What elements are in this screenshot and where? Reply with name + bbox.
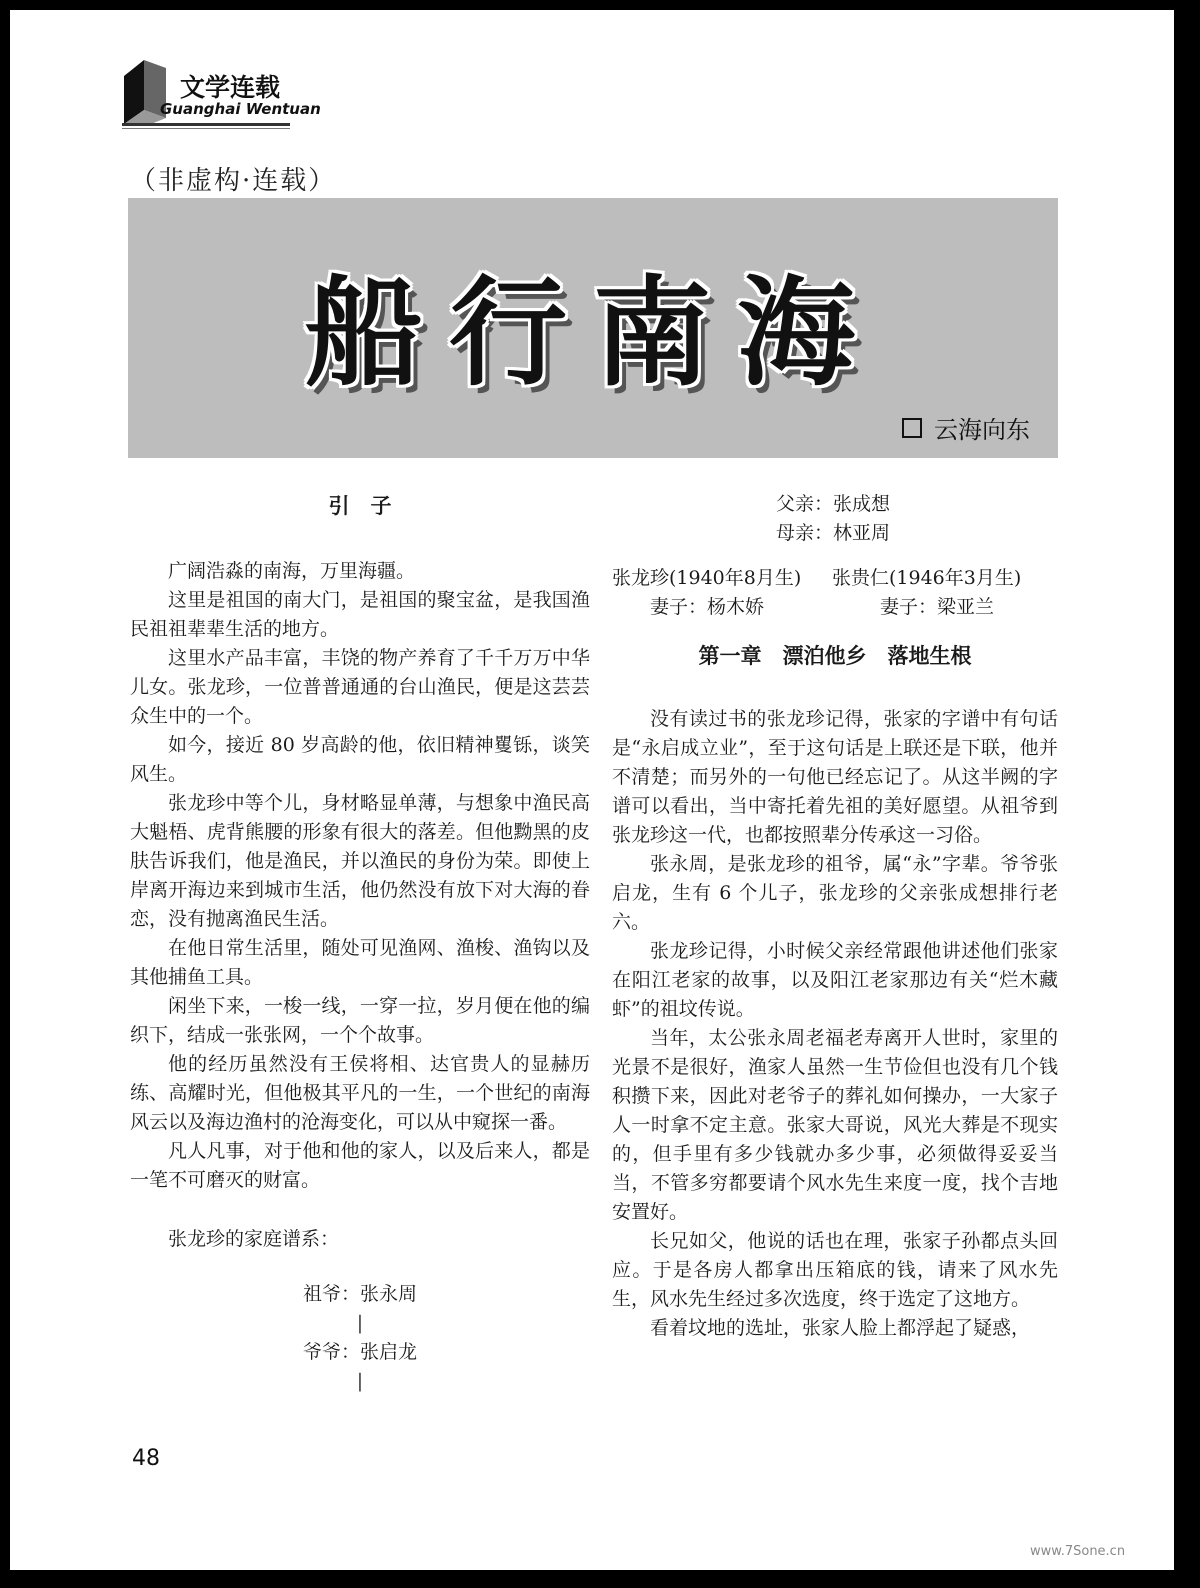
child-two-name: 张贵仁(1946年3月生) — [832, 567, 1022, 589]
chapter-paragraph: 没有读过书的张龙珍记得，张家的字谱中有句话是“永启成立业”，至于这句话是上联还是下联，他并不清楚；而另外的一句他已经忘记了。从这半阙的字谱可以看出，当中寄托着先祖的美好愿望。从祖爷到张龙珍这一代，也都按照辈分传承这一习俗。 — [612, 708, 1058, 846]
right-column — [612, 480, 1058, 1343]
family-tree-continued — [612, 490, 1058, 548]
great-grandfather: 祖爷：张永周 — [302, 1283, 417, 1305]
magazine-page — [10, 10, 1174, 1570]
chapter-paragraph: 长兄如父，他说的话也在理，张家子孙都点头回应。于是各房人都拿出压箱底的钱，请来了风水先生，风水先生经过多次选度，终于选定了这地方。 — [612, 1230, 1058, 1310]
author-line — [902, 410, 1030, 445]
article-title: 船行南海 — [304, 263, 881, 402]
child-one — [612, 564, 832, 622]
family-tree — [130, 1280, 590, 1396]
father: 父亲：张成想 — [776, 493, 891, 515]
title-banner — [128, 198, 1058, 458]
intro-paragraph: 闲坐下来，一梭一线，一穿一拉，岁月便在他的编织下，结成一张张网，一个个故事。 — [130, 995, 590, 1046]
column-title: 文学连载 — [180, 73, 281, 102]
intro-paragraph: 如今，接近 80 岁高龄的他，依旧精神矍铄，谈笑风生。 — [130, 734, 590, 785]
child-one-name: 张龙珍(1940年8月生) — [612, 567, 802, 589]
left-column — [130, 480, 590, 1396]
intro-paragraph: 张龙珍中等个儿，身材略显单薄，与想象中渔民高大魁梧、虎背熊腰的形象有很大的落差。但他黝黑的皮肤告诉我们，他是渔民，并以渔民的身份为荣。即使上岸离开海边来到城市生活，他仍然没有放下对大海的眷恋，没有抛离渔民生活。 — [130, 792, 590, 930]
child-one-wife: 妻子：杨木娇 — [650, 596, 765, 618]
tree-connector: | — [356, 1312, 364, 1334]
page-number: 48 — [132, 1446, 160, 1471]
chapter-paragraph: 看着坟地的选址，张家人脸上都浮起了疑惑， — [650, 1317, 1031, 1339]
square-bullet-icon — [902, 418, 922, 438]
tree-connector: | — [356, 1370, 364, 1392]
intro-heading: 引 子 — [328, 494, 392, 518]
grandfather: 爷爷：张启龙 — [302, 1341, 417, 1363]
child-two — [832, 564, 1021, 622]
header-rule-thin — [122, 128, 290, 129]
column-subtitle: Guanghai Wentuan — [160, 100, 321, 118]
chapter-heading: 第一章 漂泊他乡 落地生根 — [698, 644, 972, 668]
family-tree-label: 张龙珍的家庭谱系： — [168, 1228, 340, 1250]
intro-paragraph: 在他日常生活里，随处可见渔网、渔梭、渔钩以及其他捕鱼工具。 — [130, 937, 590, 988]
intro-paragraph: 凡人凡事，对于他和他的家人，以及后来人，都是一笔不可磨灭的财富。 — [130, 1140, 590, 1191]
intro-paragraph: 广阔浩淼的南海，万里海疆。 — [168, 560, 416, 582]
genre-label: （非虚构·连载） — [130, 166, 337, 196]
family-children — [612, 564, 1058, 622]
chapter-paragraph: 张龙珍记得，小时候父亲经常跟他讲述他们张家在阳江老家的故事，以及阳江老家那边有关“烂木藏虾”的祖坟传说。 — [612, 940, 1058, 1020]
intro-paragraph: 他的经历虽然没有王侯将相、达官贵人的显赫历练、高耀时光，但他极其平凡的一生，一个世纪的南海风云以及海边渔村的沧海变化，可以从中窥探一番。 — [130, 1053, 590, 1133]
watermark: www.7Sone.cn — [1030, 1544, 1126, 1559]
child-two-wife: 妻子：梁亚兰 — [880, 596, 995, 618]
chapter-paragraph: 张永周，是张龙珍的祖爷，属“永”字辈。爷爷张启龙，生有 6 个儿子，张龙珍的父亲张成想排行老六。 — [612, 853, 1058, 933]
intro-paragraph: 这里是祖国的南大门，是祖国的聚宝盆，是我国渔民祖祖辈辈生活的地方。 — [130, 589, 590, 640]
header-rule — [122, 123, 290, 126]
author-name: 云海向东 — [934, 416, 1030, 444]
chapter-paragraph: 当年，太公张永周老福老寿离开人世时，家里的光景不是很好，渔家人虽然一生节俭但也没有几个钱积攒下来，因此对老爷子的葬礼如何操办，一大家子人一时拿不定主意。张家大哥说，风光大葬是不现实的，但手里有多少钱就办多少事，必须做得妥妥当当，不管多穷都要请个风水先生来度一度，找个吉地安置好。 — [612, 1027, 1058, 1223]
intro-paragraph: 这里水产品丰富，丰饶的物产养育了千千万万中华儿女。张龙珍，一位普普通通的台山渔民，便是这芸芸众生中的一个。 — [130, 647, 590, 727]
mother: 母亲：林亚周 — [776, 522, 891, 544]
